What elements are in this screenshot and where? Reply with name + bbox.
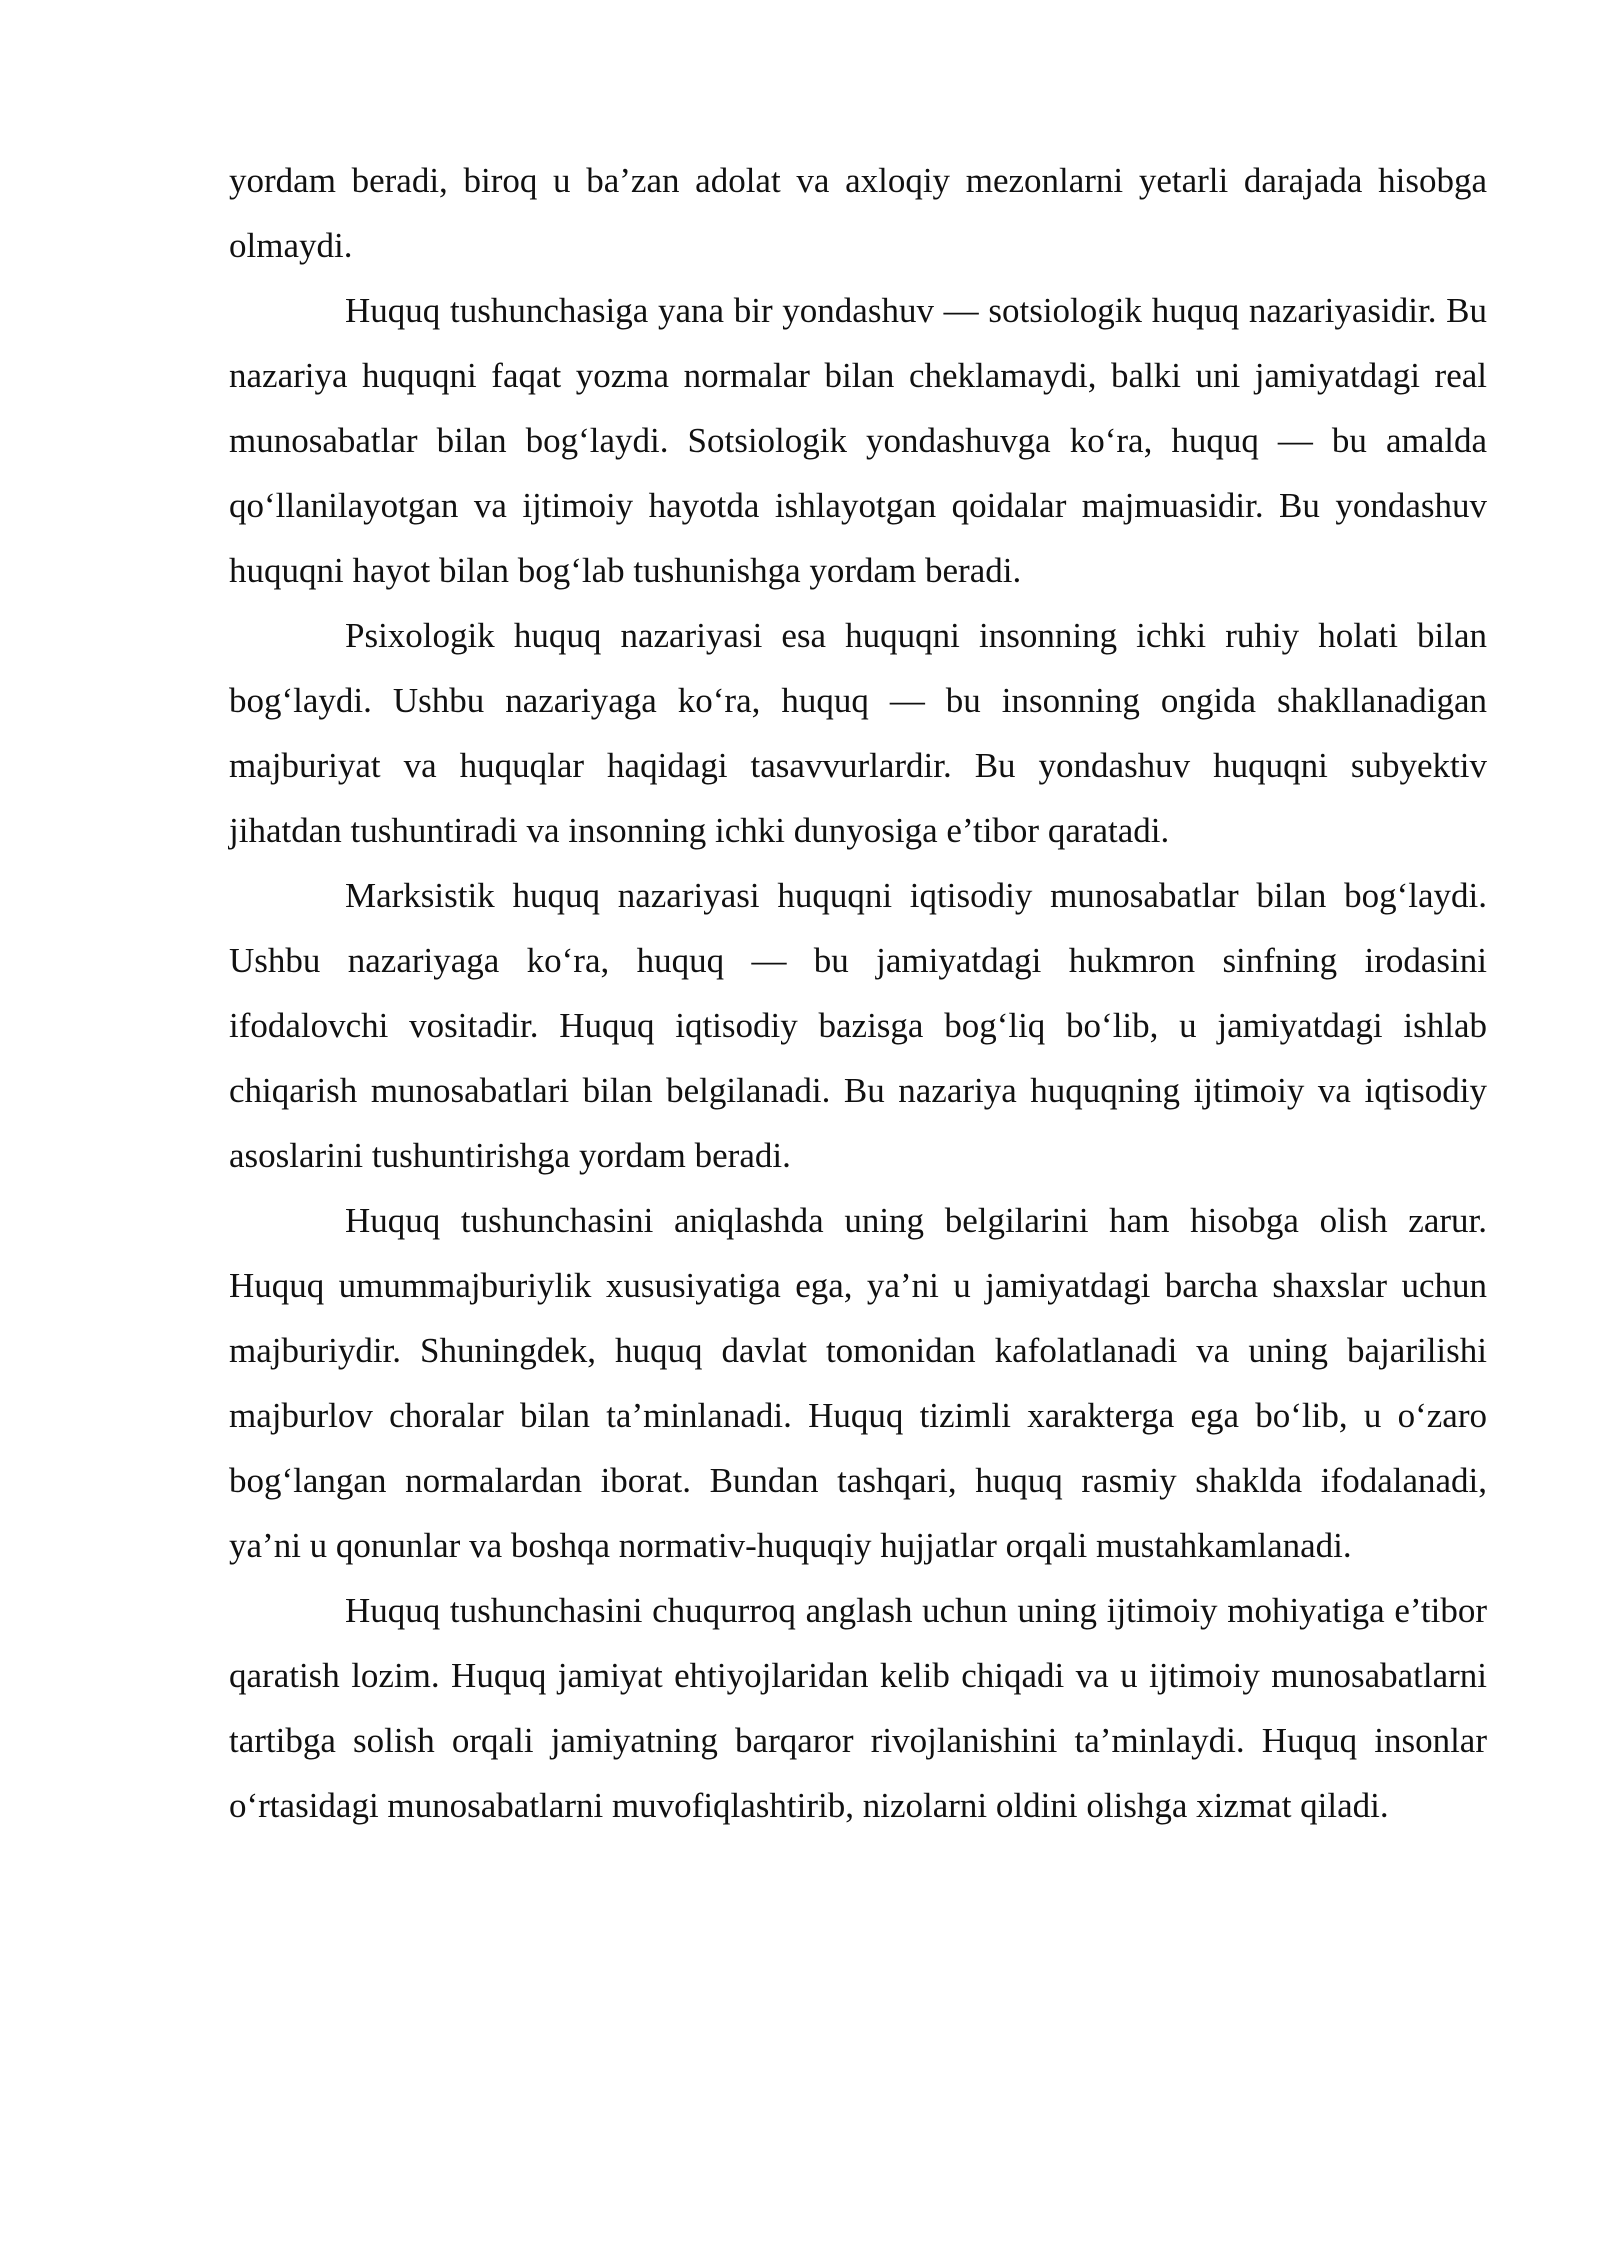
document-page: [229, 148, 1487, 1838]
paragraph: Huquq tushunchasiga yana bir yondashuv — sotsiologik huquq nazariyasidir. Bu nazariya huquqni faqat yozma normalar bilan cheklamaydi, balki uni jamiyatdagi real munosabatlar bilan bog‘laydi. Sotsiologik yondashuvga ko‘ra, huquq — bu amalda qo‘llanilayotgan va ijtimoiy hayotda ishlayotgan qoidalar majmuasidir. Bu yondashuv huquqni hayot bilan bog‘lab tushunishga yordam beradi.: [229, 291, 1487, 590]
paragraph: Marksistik huquq nazariyasi huquqni iqtisodiy munosabatlar bilan bog‘laydi. Ushbu nazariyaga ko‘ra, huquq — bu jamiyatdagi hukmron sinfning irodasini ifodalovchi vositadir. Huquq iqtisodiy bazisga bog‘liq bo‘lib, u jamiyatdagi ishlab chiqarish munosabatlari bilan belgilanadi. Bu nazariya huquqning ijtimoiy va iqtisodiy asoslarini tushuntirishga yordam beradi.: [229, 876, 1487, 1175]
paragraph: yordam beradi, biroq u ba’zan adolat va axloqiy mezonlarni yetarli darajada hisobga olmaydi.: [229, 161, 1487, 265]
paragraph: Huquq tushunchasini aniqlashda uning belgilarini ham hisobga olish zarur. Huquq umummajburiylik xususiyatiga ega, ya’ni u jamiyatdagi barcha shaxslar uchun majburiydir. Shuningdek, huquq davlat tomonidan kafolatlanadi va uning bajarilishi majburlov choralar bilan ta’minlanadi. Huquq tizimli xarakterga ega bo‘lib, u o‘zaro bog‘langan normalardan iborat. Bundan tashqari, huquq rasmiy shaklda ifodalanadi, ya’ni u qonunlar va boshqa normativ-huquqiy hujjatlar orqali mustahkamlanadi.: [229, 1201, 1487, 1565]
paragraph: Huquq tushunchasini chuqurroq anglash uchun uning ijtimoiy mohiyatiga e’tibor qaratish lozim. Huquq jamiyat ehtiyojlaridan kelib chiqadi va u ijtimoiy munosabatlarni tartibga solish orqali jamiyatning barqaror rivojlanishini ta’minlaydi. Huquq insonlar o‘rtasidagi munosabatlarni muvofiqlashtirib, nizolarni oldini olishga xizmat qiladi.: [229, 1591, 1487, 1825]
paragraph: Psixologik huquq nazariyasi esa huquqni insonning ichki ruhiy holati bilan bog‘laydi. Ushbu nazariyaga ko‘ra, huquq — bu insonning ongida shakllanadigan majburiyat va huquqlar haqidagi tasavvurlardir. Bu yondashuv huquqni subyektiv jihatdan tushuntiradi va insonning ichki dunyosiga e’tibor qaratadi.: [229, 616, 1487, 850]
